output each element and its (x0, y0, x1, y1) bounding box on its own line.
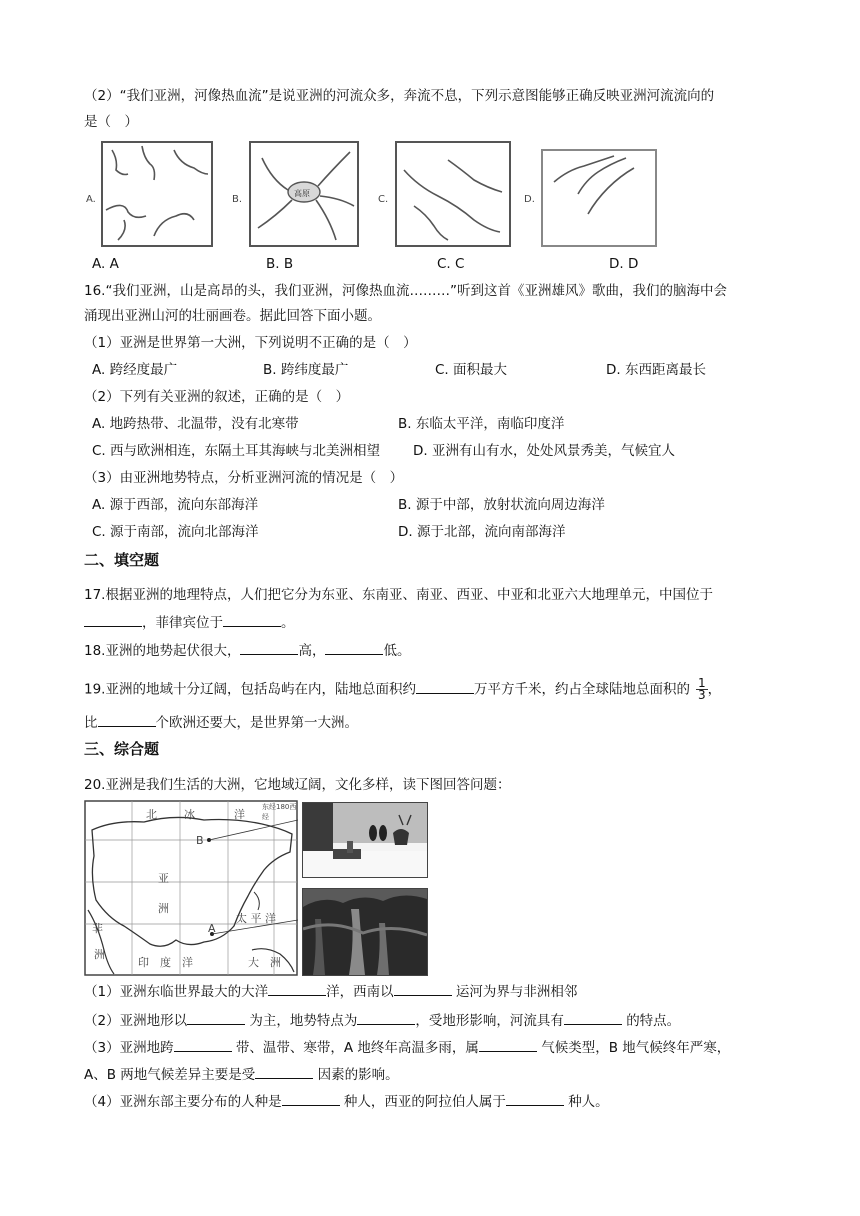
q15-2-stem-line1: （2）“我们亚洲，河像热血流”是说亚洲的河流众多，奔流不息，下列示意图能够正确反映亚洲河流流向的 (84, 88, 715, 104)
q20-4-text-b: 种人，西亚的阿拉伯人属于 (343, 1094, 506, 1110)
map-label-north: 北 (146, 808, 157, 821)
q20-4-text-a: （4）亚洲东部主要分布的人种是 (84, 1094, 282, 1110)
q20-3-blank-2[interactable] (479, 1037, 537, 1052)
q20-2-text-a: （2）亚洲地形以 (84, 1013, 188, 1029)
q16-2-option-c[interactable]: C. 西与欧洲相连，东隔土耳其海峡与北美洲相望 (92, 443, 381, 459)
map-label-ice: 冰 (184, 808, 195, 821)
q20-3-text-b: 带、温带、寒带，A 地终年高温多雨，属 (235, 1040, 479, 1056)
q19-fraction-denominator: 3 (697, 688, 706, 702)
river-diagram-c (378, 140, 512, 248)
q16-3-option-d[interactable]: D. 源于北部，流向南部海洋 (398, 524, 566, 540)
map-label-oceania: 大 洲 (248, 956, 281, 969)
map-label-pacific: 太 平 洋 (236, 912, 276, 925)
q16-3-option-c[interactable]: C. 源于南部，流向北部海洋 (92, 524, 259, 540)
q19-line2 (84, 712, 358, 733)
q16-1-option-a[interactable]: A. 跨经度最广 (92, 362, 178, 378)
q18-blank-2[interactable] (325, 640, 383, 655)
q15-2-stem-line2: 是（ ） (84, 114, 138, 130)
q16-1-option-c[interactable]: C. 面积最大 (435, 362, 508, 378)
reindeer-sled-photo (302, 802, 428, 878)
q16-2-stem: （2）下列有关亚洲的叙述，正确的是（ ） (84, 389, 350, 405)
q20-3-blank-1[interactable] (174, 1037, 232, 1052)
q20-3-line2 (84, 1064, 399, 1085)
river-diagram-a (84, 140, 214, 248)
diagram-b-center-label: 高原 (294, 189, 310, 198)
q20-1-blank-1[interactable] (268, 981, 326, 996)
q19-text-c: 比 (84, 715, 98, 731)
q18-text-c: 低。 (383, 643, 411, 659)
q20-3-line1 (84, 1037, 730, 1058)
q15-2-option-b[interactable]: B. B (266, 256, 294, 272)
diagram-c-letter: C. (378, 194, 389, 205)
q16-1-stem: （1）亚洲是世界第一大洲，下列说明不正确的是（ ） (84, 335, 417, 351)
q15-2-option-c[interactable]: C. C (437, 256, 465, 272)
q19-fraction (696, 678, 708, 701)
q20-3-blank-3[interactable] (255, 1064, 313, 1079)
river-diagram-b (232, 140, 360, 248)
q19-text-a: 19.亚洲的地域十分辽阔，包括岛屿在内，陆地总面积约 (84, 681, 416, 698)
q16-intro-line1: 16.“我们亚洲，山是高昂的头，我们亚洲，河像热血流………”听到这首《亚洲雄风》歌曲，我们的脑海中会 (84, 283, 727, 299)
q15-2-option-d[interactable]: D. D (609, 256, 639, 272)
q20-3-text-c: 气候类型，B 地气候终年严寒， (541, 1040, 731, 1056)
q20-1-line (84, 981, 577, 1002)
q16-2-option-d[interactable]: D. 亚洲有山有水，处处风景秀美，气候宜人 (413, 443, 675, 459)
q20-2-text-d: 的特点。 (626, 1013, 681, 1029)
q16-2-option-b[interactable]: B. 东临太平洋，南临印度洋 (398, 416, 565, 432)
q20-3-text-e: 因素的影响。 (317, 1067, 399, 1083)
q20-4-blank-2[interactable] (506, 1091, 564, 1106)
q17-text-b: ，菲律宾位于 (142, 615, 223, 631)
q20-3-text-d: A、B 两地气候差异主要是受 (84, 1067, 256, 1083)
diagram-a-letter: A. (86, 194, 96, 205)
q20-1-text-c: 运河为界与非洲相邻 (455, 984, 578, 1000)
section-2-title: 二、填空题 (84, 551, 160, 569)
q20-2-text-c: ，受地形影响，河流具有 (415, 1013, 564, 1029)
q20-stem: 20.亚洲是我们生活的大洲，它地域辽阔，文化多样，读下图回答问题： (84, 777, 511, 793)
rainforest-photo (302, 888, 428, 976)
q17-line2 (84, 612, 295, 633)
map-point-a: A (208, 922, 216, 935)
q20-2-blank-1[interactable] (187, 1010, 245, 1025)
q16-3-option-a[interactable]: A. 源于西部，流向东部海洋 (92, 497, 259, 513)
map-label-indian-ocean: 印 度 洋 (138, 956, 193, 969)
q20-1-text-b: 洋，西南以 (326, 984, 394, 1000)
map-label-longitude: 东经180西经 (262, 803, 297, 821)
q19-blank-2[interactable] (98, 712, 156, 727)
q20-1-text-a: （1）亚洲东临世界最大的大洋 (84, 984, 269, 1000)
q19-comma: ， (707, 681, 722, 698)
q19-text-d: 个欧洲还要大，是世界第一大洲。 (155, 715, 358, 731)
q15-2-option-a[interactable]: A. A (92, 256, 119, 272)
q20-2-blank-3[interactable] (564, 1010, 622, 1025)
section-3-title: 三、综合题 (84, 740, 160, 758)
q18-blank-1[interactable] (240, 640, 298, 655)
q18-line (84, 640, 410, 661)
q20-2-text-b: 为主，地势特点为 (249, 1013, 358, 1029)
q19-text-b: 万平方千米，约占全球陆地总面积的 (473, 681, 690, 698)
map-label-africa-1: 非 (92, 922, 103, 935)
map-label-asia-2: 洲 (158, 902, 169, 915)
q16-3-option-b[interactable]: B. 源于中部，放射状流向周边海洋 (398, 497, 605, 513)
q16-3-stem: （3）由亚洲地势特点，分析亚洲河流的情况是（ ） (84, 470, 404, 486)
diagram-d-letter: D. (524, 194, 535, 205)
q18-text-b: 高， (298, 643, 326, 659)
q17-blank-1[interactable] (84, 612, 142, 627)
q20-2-line (84, 1010, 680, 1031)
q17-line1: 17.根据亚洲的地理特点，人们把它分为东亚、东南亚、南亚、西亚、中亚和北亚六大地理单元，中国位于 (84, 587, 713, 603)
q19-fraction-numerator: 1 (697, 676, 706, 690)
q16-1-option-d[interactable]: D. 东西距离最长 (606, 362, 706, 378)
q18-text-a: 18.亚洲的地势起伏很大， (84, 643, 241, 659)
diagram-b-letter: B. (232, 194, 243, 205)
q19-blank-1[interactable] (416, 679, 474, 694)
q17-blank-2[interactable] (223, 612, 281, 627)
q16-2-option-a[interactable]: A. 地跨热带、北温带，没有北寒带 (92, 416, 299, 432)
q19-line1 (84, 678, 721, 701)
q20-4-line (84, 1091, 609, 1112)
q20-2-blank-2[interactable] (357, 1010, 415, 1025)
q20-4-text-c: 种人。 (568, 1094, 609, 1110)
river-diagram-d (524, 140, 658, 248)
q20-3-text-a: （3）亚洲地跨 (84, 1040, 174, 1056)
q16-1-option-b[interactable]: B. 跨纬度最广 (263, 362, 349, 378)
q20-1-blank-2[interactable] (394, 981, 452, 996)
q16-intro-line2: 涌现出亚洲山河的壮丽画卷。据此回答下面小题。 (84, 308, 381, 324)
map-label-africa-2: 洲 (94, 948, 105, 961)
asia-map (84, 800, 298, 976)
q20-4-blank-1[interactable] (282, 1091, 340, 1106)
map-point-b: B (196, 834, 204, 847)
map-label-asia-1: 亚 (158, 872, 169, 885)
q17-text-c: 。 (281, 615, 295, 631)
map-label-ocean: 洋 (234, 808, 245, 821)
